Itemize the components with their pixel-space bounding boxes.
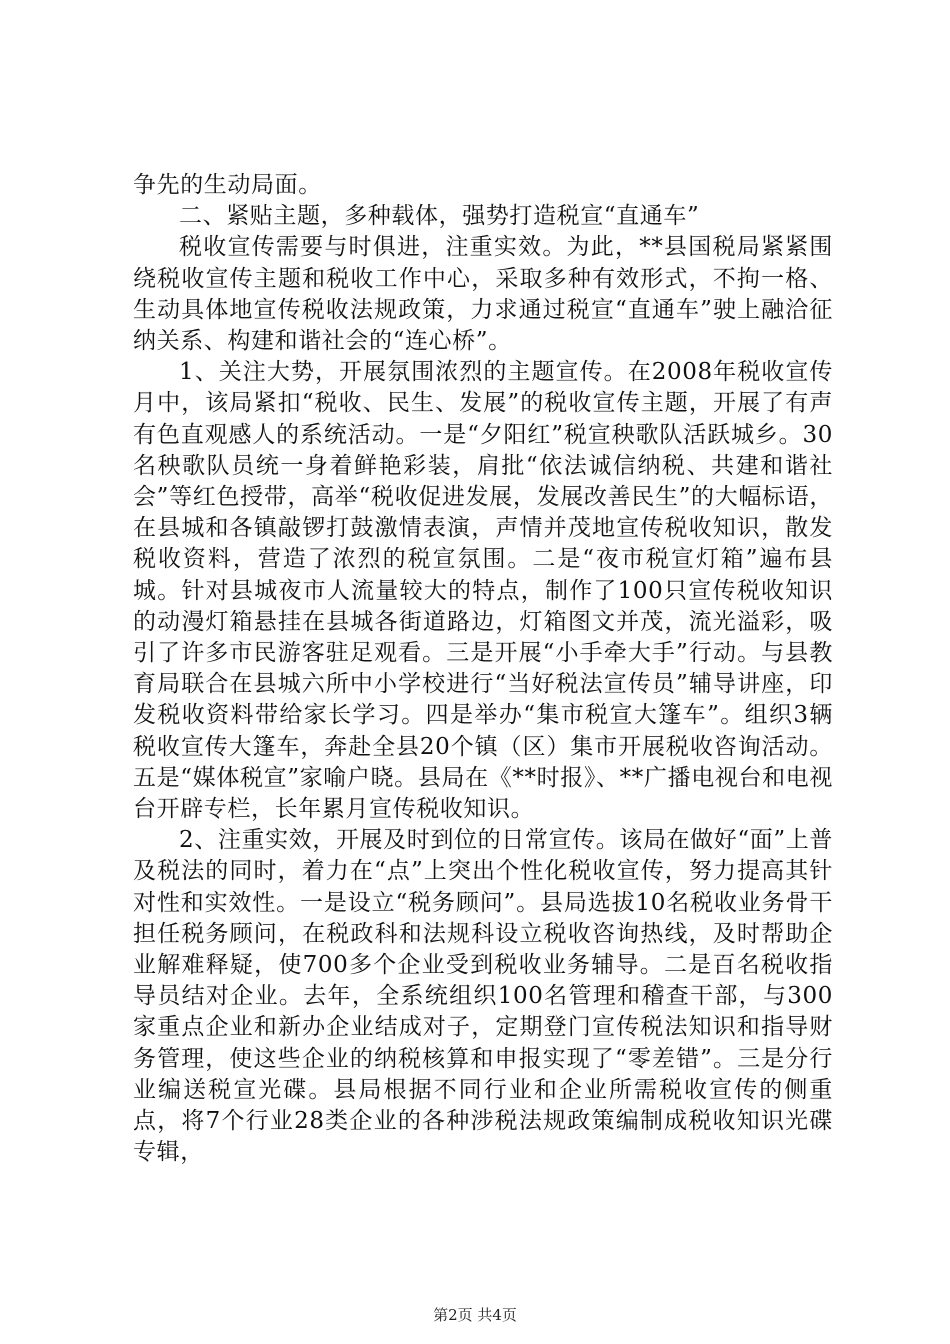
section-heading: 二、紧贴主题，多种载体，强势打造税宣“直通车”	[179, 203, 700, 230]
paragraph-item-1: 1、关注大势，开展氛围浓烈的主题宣传。在2008年税收宣传月中，该局紧扣“税收、民生、发展”的税收宣传主题，开展了有声有色直观感人的系统活动。一是“夕阳红”税宣秧歌队活跃城乡。30名秧歌队员统一身着鲜艳彩装，肩批“依法诚信纳税、共建和谐社会”等红色授带，高举“税收促进发展，发展改善民生”的大幅标语，在县城和各镇敲锣打鼓激情表演，声情并茂地宣传税收知识，散发税收资料，营造了浓烈的税宣氛围。二是“夜市税宣灯箱”遍布县城。针对县城夜市人流量较大的特点，制作了100只宣传税收知识的动漫灯箱悬挂在县城各街道路边，灯箱图文并茂，流光溢彩，吸引了许多市民游客驻足观看。三是开展“小手牵大手”行动。与县教育局联合在县城六所中小学校进行“当好税法宣传员”辅导讲座，印发税收资料带给家长学习。四是举办“集市税宣大篷车”。组织3辆税收宣传大篷车，奔赴全县20个镇（区）集市开展税收咨询活动。五是“媒体税宣”家喻户晓。县局在《**时报》、**广播电视台和电视台开辟专栏，长年累月宣传税收知识。	[133, 359, 833, 823]
paragraph-continuation: 争先的生动局面。	[133, 172, 322, 198]
paragraph-item-2: 2、注重实效，开展及时到位的日常宣传。该局在做好“面”上普及税法的同时，着力在“点”上突出个性化税收宣传，努力提高其针对性和实效性。一是设立“税务顾问”。县局选拔10名税收业务骨干担任税务顾问，在税政科和法规科设立税收咨询热线，及时帮助企业解难释疑，使700多个企业受到税收业务辅导。二是百名税收指导员结对企业。去年，全系统组织100名管理和稽查干部，与300家重点企业和新办企业结成对子，定期登门宣传税法知识和指导财务管理，使这些企业的纳税核算和申报实现了“零差错”。三是分行业编送税宣光碟。县局根据不同行业和企业所需税收宣传的侧重点，将7个行业28类企业的各种涉税法规政策编制成税收知识光碟专辑，	[133, 827, 833, 1166]
paragraph-intro: 税收宣传需要与时俱进，注重实效。为此，**县国税局紧紧围绕税收宣传主题和税收工作中心，采取多种有效形式，不拘一格、生动具体地宣传税收法规政策，力求通过税宣“直通车”驶上融洽征纳关系、构建和谐社会的“连心桥”。	[133, 234, 833, 355]
document-body	[133, 170, 833, 1169]
page-footer: 第2页 共4页	[433, 1306, 517, 1324]
